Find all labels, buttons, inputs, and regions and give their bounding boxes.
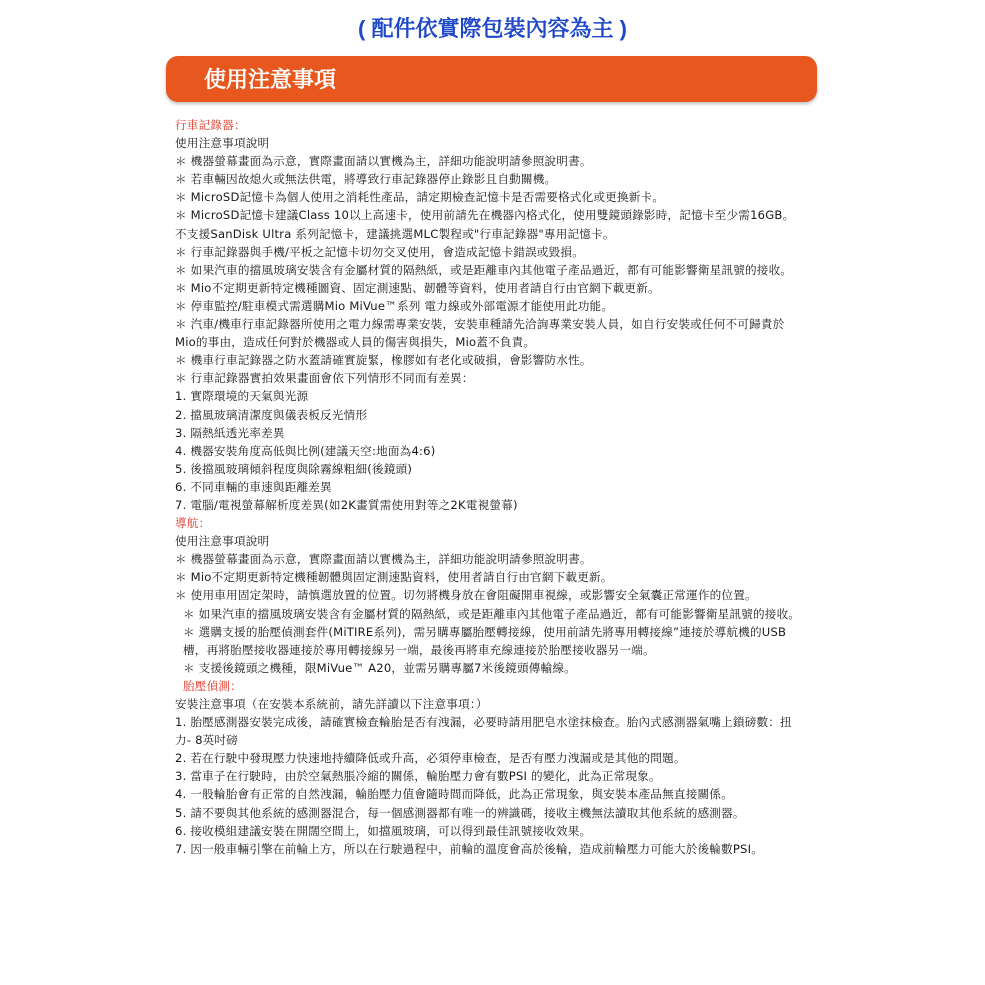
notes-content: [175, 116, 805, 858]
navigation-line: ＊ 支援後鏡頭之機種，限MiVue™ A20，並需另購專屬7米後鏡頭傳輸線。: [183, 660, 576, 675]
dashcam-line: ＊ MicroSD記憶卡為個人使用之消耗性產品，請定期檢查記憶卡是否需要格式化或更換新卡。: [175, 190, 665, 205]
package-contents-note: ( 配件依實際包裝內容為主 ): [358, 16, 627, 41]
dashcam-line: ＊ 汽車/機車行車記錄器所使用之電力線需專業安裝，安裝車種請先洽詢專業安裝人員，如自行安裝或任何不可歸責於Mio的事由，造成任何對於機器或人員的傷害與損失，Mio蓋不負責。: [175, 317, 785, 350]
tpms-line: 5. 請不要與其他系統的感測器混合，每一個感測器都有唯一的辨識碼，接收主機無法讀取其他系統的感測器。: [175, 805, 745, 820]
section-banner: [166, 56, 817, 102]
dashcam-line: 2. 擋風玻璃清潔度與儀表板反光情形: [175, 407, 368, 422]
tpms-line: 1. 胎壓感測器安裝完成後，請確實檢查輪胎是否有洩漏，必要時請用肥皂水塗抹檢查。胎內式感測器氣嘴上鎖磅數：扭力- 8英吋磅: [175, 715, 792, 748]
dashcam-line: 6. 不同車輛的車速與距離差異: [175, 479, 332, 494]
navigation-line: ＊ Mio不定期更新特定機種韌體與固定測速點資料，使用者請自行由官網下載更新。: [175, 570, 613, 585]
dashcam-line: ＊ 行車記錄器實拍效果畫面會依下列情形不同而有差異：: [175, 371, 474, 386]
tpms-line: 4. 一般輪胎會有正常的自然洩漏，輪胎壓力值會隨時間而降低，此為正常現象，與安裝本產品無直接關係。: [175, 787, 733, 802]
banner-title: 使用注意事項: [204, 67, 337, 92]
dashcam-line: ＊ 停車監控/駐車模式需選購Mio MiVue™系列 電力線或外部電源才能使用此功能。: [175, 298, 614, 313]
dashcam-line: 1. 實際環境的天氣與光源: [175, 389, 309, 404]
tpms-line: 安裝注意事項（在安裝本系統前，請先詳讀以下注意事項：）: [175, 697, 488, 711]
navigation-heading: 導航：: [175, 516, 211, 531]
navigation-line: ＊ 如果汽車的擋風玻璃安裝含有金屬材質的隔熱紙，或是距離車內其他電子產品過近，都有可能影響衛星訊號的接收。: [183, 606, 801, 621]
tpms-line: 3. 當車子在行駛時，由於空氣熱脹冷縮的關係，輪胎壓力會有數PSI 的變化，此為正常現象。: [175, 769, 661, 784]
dashcam-heading: 行車記錄器：: [175, 118, 246, 132]
dashcam-line: ＊ 行車記錄器與手機/平板之記憶卡切勿交叉使用，會造成記憶卡錯誤或毀損。: [175, 244, 584, 259]
tpms-heading: 胎壓偵測：: [183, 678, 242, 693]
navigation-line: 使用注意事項說明: [175, 534, 270, 549]
dashcam-line: ＊ 機器螢幕畫面為示意，實際畫面請以實機為主，詳細功能說明請參照說明書。: [175, 154, 592, 169]
dashcam-line: ＊ 如果汽車的擋風玻璃安裝含有金屬材質的隔熱紙，或是距離車內其他電子產品過近，都有可能影響衛星訊號的接收。: [175, 262, 793, 277]
tpms-line: 6. 接收模組建議安裝在開闊空間上，如擋風玻璃，可以得到最佳訊號接收效果。: [175, 823, 592, 838]
dashcam-line: 使用注意事項說明: [175, 136, 270, 151]
dashcam-line: 4. 機器安裝角度高低與比例(建議天空:地面為4:6): [175, 443, 436, 458]
tpms-line: 2. 若在行駛中發現壓力快速地持續降低或升高，必須停車檢查，是否有壓力洩漏或是其他的問題。: [175, 751, 686, 766]
dashcam-line: 3. 隔熱紙透光率差異: [175, 425, 285, 440]
dashcam-line: 7. 電腦/電視螢幕解析度差異(如2K畫質需使用對等之2K電視螢幕): [175, 497, 518, 512]
tpms-line: 7. 因一般車輛引擎在前輪上方，所以在行駛過程中，前輪的溫度會高於後輪，造成前輪壓力可能大於後輪數PSI。: [175, 841, 764, 856]
dashcam-line: ＊ Mio不定期更新特定機種圖資、固定測速點、韌體等資料，使用者請自行由官網下載更新。: [175, 280, 660, 295]
navigation-line: ＊ 使用車用固定架時，請慎選放置的位置。切勿將機身放在會阻礙開車視線，或影響安全氣囊正常運作的位置。: [175, 588, 757, 603]
dashcam-line: ＊ MicroSD記憶卡建議Class 10以上高速卡，使用前請先在機器內格式化，使用雙鏡頭錄影時，記憶卡至少需16GB。不支援SanDisk Ultra 系列記憶卡，建議挑選MLC製程或"行車記錄器"專用記憶卡。: [175, 208, 795, 241]
dashcam-line: ＊ 機車行車記錄器之防水蓋請確實旋緊，橡膠如有老化或破損，會影響防水性。: [175, 353, 592, 368]
dashcam-line: ＊ 若車輛因故熄火或無法供電，將導致行車記錄器停止錄影且自動關機。: [175, 172, 557, 187]
dashcam-line: 5. 後擋風玻璃傾斜程度與除霧線粗細(後鏡頭): [175, 461, 413, 476]
navigation-line: ＊ 機器螢幕畫面為示意，實際畫面請以實機為主，詳細功能說明請參照說明書。: [175, 552, 592, 567]
navigation-line: ＊ 選購支援的胎壓偵測套件(MiTIRE系列)，需另購專屬胎壓轉接線，使用前請先將專用轉接線”連接於導航機的USB槽，再將胎壓接收器連接於專用轉接線另一端，最後再將車充線連接於胎壓接收器另一端。: [183, 624, 787, 657]
